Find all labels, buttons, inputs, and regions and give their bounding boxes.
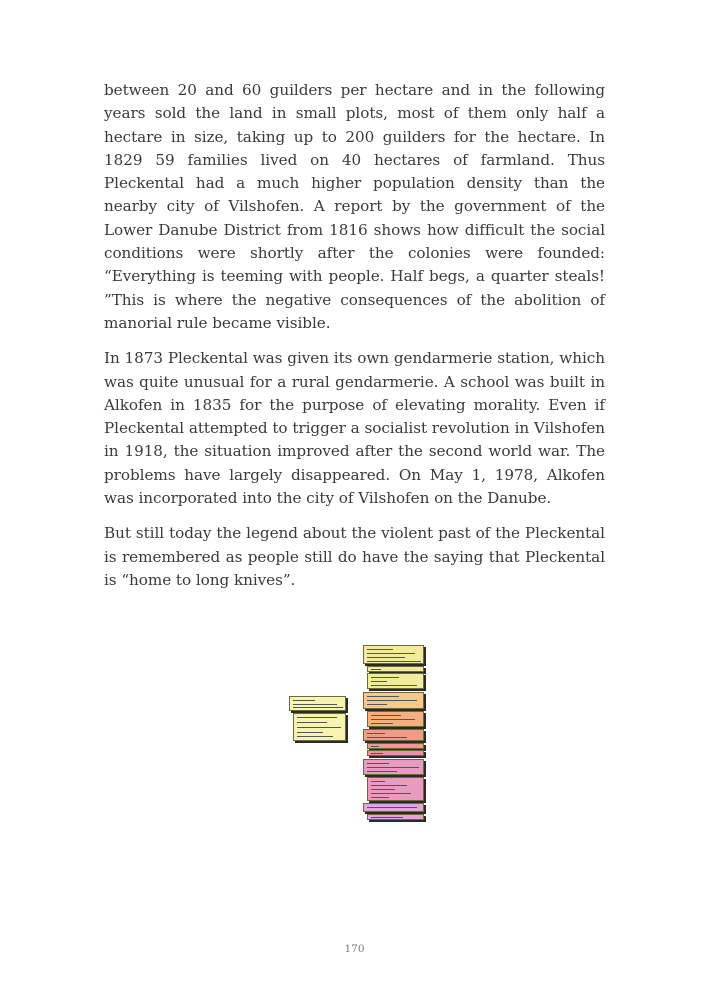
tree-box-right-7 <box>367 743 424 749</box>
tree-box-right-9 <box>363 759 424 775</box>
paragraph-2: In 1873 Pleckental was given its own gendarmerie station, which was quite unusual for a rural gendarmerie. A school was built in Alkofen in 1835 for the purpose of elevating morality. Even if Pleckental attempted to trigger a socialist revolution in Vilshofen in 1918, the situation improved after the second world war. The problems have largely disappeared. On May 1, 1978, Alkofen was incorporated into the city of Vilshofen on the Danube. <box>104 349 605 508</box>
tree-box-left-2 <box>293 713 346 741</box>
family-tree-figure <box>280 640 440 825</box>
tree-box-right-11 <box>363 803 424 812</box>
tree-box-right-4 <box>363 692 424 709</box>
tree-box-right-10 <box>367 777 424 801</box>
paragraph-3: But still today the legend about the violent past of the Pleckental is remembered as people still do have the saying that Pleckental is “home to long knives”. <box>104 524 605 589</box>
body-text <box>104 79 605 604</box>
tree-box-right-6 <box>363 729 424 741</box>
tree-box-right-5 <box>367 711 424 727</box>
tree-box-left-1 <box>289 696 346 711</box>
tree-box-right-3 <box>367 673 424 689</box>
page-number: 170 <box>344 943 365 955</box>
paragraph-1: between 20 and 60 guilders per hectare and in the following years sold the land in small plots, most of them only half a hectare in size, taking up to 200 guilders for the hectare. In 1829 59 families lived on 40 hectares of farmland. Thus Pleckental had a much higher population density than the nearby city of Vilshofen. A report by the government of the Lower Danube District from 1816 shows how difficult the social conditions were shortly after the colonies were founded: “Everything is teeming with people. Half begs, a quarter steals! ”This is where the negative consequences of the abolition of manorial rule became visible. <box>104 81 605 332</box>
tree-box-right-12 <box>367 814 424 820</box>
tree-box-right-1 <box>363 645 424 664</box>
tree-box-right-2 <box>367 666 424 672</box>
tree-box-right-8 <box>367 750 424 756</box>
